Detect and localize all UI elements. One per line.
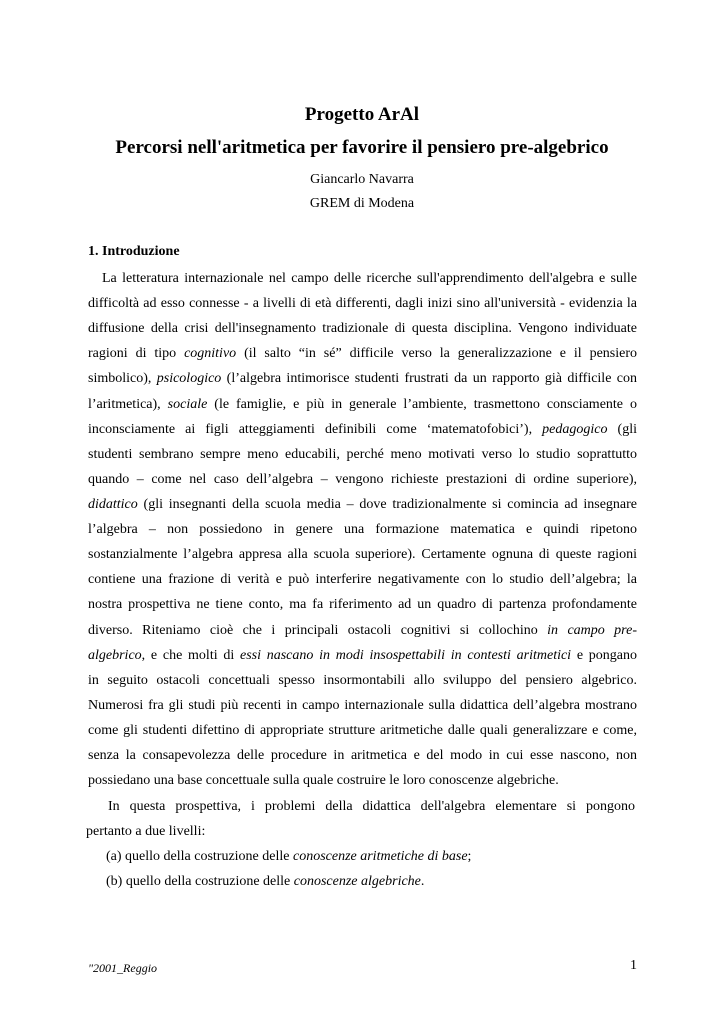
text-line: inconsciamente ai figli atteggiamenti definibili come ‘matematofobici’), pedagogico (gli [88,422,637,437]
text-line: La letteratura internazionale nel campo delle ricerche sull'apprendimento dell'algebra e sulle [102,271,637,286]
text-line: pertanto a due livelli: [86,824,206,839]
text-line: diffusione della crisi dell'insegnamento tradizionale di questa disciplina. Vengono individuate [88,321,637,336]
author: Giancarlo Navarra [310,172,414,187]
text-line: sostanzialmente l’algebra appresa alla scuola superiore). Certamente ognuna di queste ragioni [88,547,637,562]
page-number: 1 [630,958,637,973]
text-line: in seguito ostacoli concettuali spesso insormontabili allo sviluppo del pensiero algebrico. [88,673,637,688]
text-line: ragioni di tipo cognitivo (il salto “in sé” difficile verso la generalizzazione e il pensiero [88,346,638,361]
text-line: l’algebra – non possiedono in genere una formazione matematica e quindi ripetono [88,522,637,537]
text-line: nostra prospettiva ne tiene conto, ma fa riferimento ad un quadro di partenza profondamente [88,597,637,612]
text-line: simbolico), psicologico (l’algebra intimorisce studenti frustrati da un rapporto già difficile con [88,371,637,386]
list-item: (a) quello della costruzione delle conoscenze aritmetiche di base; [106,849,472,864]
text-line: didattico (gli insegnanti della scuola media – dove tradizionalmente si comincia ad insegnare [88,497,637,512]
text-line: diverso. Riteniamo cioè che i principali ostacoli cognitivi si collochino in campo pre- [88,623,637,638]
text-line: possiedano una base concettuale sulla quale costruire le loro conoscenze algebriche. [88,773,559,788]
list-item: (b) quello della costruzione delle conoscenze algebriche. [106,874,425,889]
footer-label: "2001_Reggio [88,961,158,975]
section-heading: 1. Introduzione [88,244,180,259]
text-line: quando – come nel caso dell’algebra – vengono richieste prestazioni di ordine superiore), [88,472,637,487]
affiliation: GREM di Modena [309,196,415,211]
text-line: senza la consapevolezza delle procedure in aritmetica e del modo in cui esse nascono, non [88,748,637,763]
text-line: algebrico, e che molti di essi nascano in modi insospettabili in contesti aritmetici e pongano [88,648,637,663]
paper-subtitle: Percorsi nell'aritmetica per favorire il pensiero pre-algebrico [115,137,609,158]
text-line: come gli studenti difettino di appropriate strutture aritmetiche dalle quali generalizzare e come, [88,723,637,738]
text-line: In questa prospettiva, i problemi della didattica dell'algebra elementare si pongono [108,799,635,814]
project-title: Progetto ArAl [304,104,420,125]
text-line: contiene una frazione di verità e può interferire negativamente con lo studio dell’algebra; la [88,572,637,587]
text-line: Numerosi fra gli studi più recenti in campo internazionale sulla didattica dell’algebra mostrano [88,698,637,713]
text-line: l’aritmetica), sociale (le famiglie, e più in generale l’ambiente, trasmettono consciamente o [88,397,637,412]
text-line: difficoltà ad esso connesse - a livelli di età differenti, dagli inizi sino all'università - evidenzia la [88,296,637,311]
text-line: studenti sembrano sempre meno educabili, perché meno motivati verso lo studio soprattutto [88,447,637,462]
